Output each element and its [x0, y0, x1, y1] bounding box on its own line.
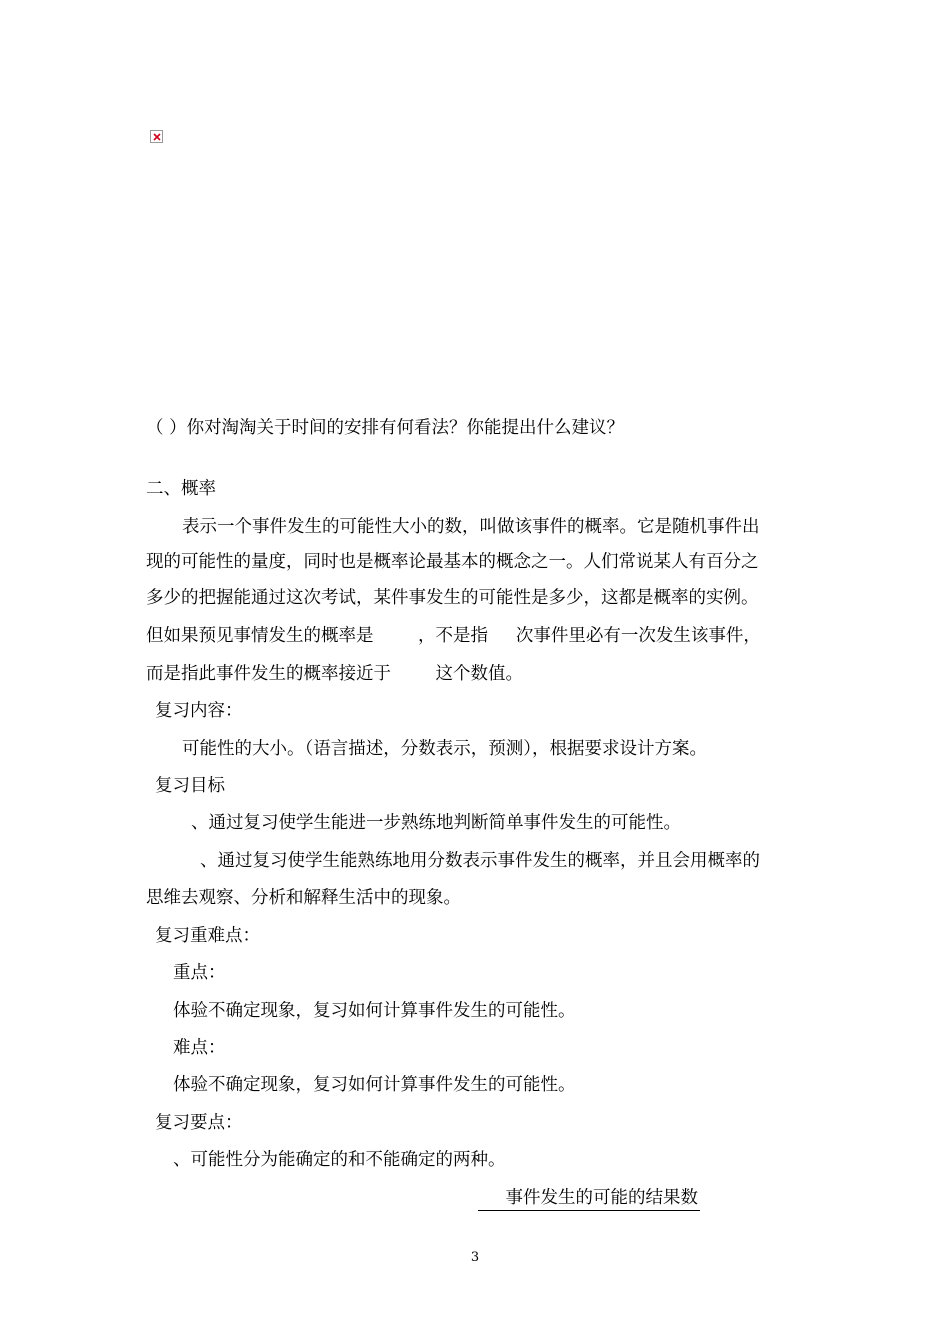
- difficulty-text: 体验不确定现象，复习如何计算事件发生的可能性。: [173, 1075, 576, 1095]
- key-points-heading: 复习重难点：: [155, 926, 260, 946]
- key-point-text: 体验不确定现象，复习如何计算事件发生的可能性。: [173, 1001, 576, 1021]
- question-line: （ ）你对淘淘关于时间的安排有何看法？你能提出什么建议？: [146, 418, 625, 438]
- difficulty-label: 难点：: [173, 1038, 226, 1058]
- paragraph-line: 多少的把握能通过这次考试，某件事发生的可能性是多少，这都是概率的实例。: [146, 588, 759, 608]
- section-title: 二、概率: [146, 479, 216, 499]
- fraction-numerator: 事件发生的可能的结果数: [478, 1186, 700, 1211]
- review-goal-item: 、通过复习使学生能熟练地用分数表示事件发生的概率，并且会用概率的: [200, 851, 760, 871]
- paragraph-line: 但如果预见事情发生的概率是 ，不是指 次事件里必有一次发生该事件，: [146, 626, 761, 646]
- paragraph-line: 表示一个事件发生的可能性大小的数，叫做该事件的概率。它是随机事件出: [182, 517, 760, 537]
- review-points-heading: 复习要点：: [155, 1113, 243, 1133]
- review-goal-item: 思维去观察、分析和解释生活中的现象。: [146, 888, 461, 908]
- page-number: 3: [470, 1250, 480, 1265]
- review-goals-heading: 复习目标: [155, 776, 225, 796]
- key-point-label: 重点：: [173, 963, 226, 983]
- broken-image-icon: [150, 130, 163, 143]
- paragraph-line: 而是指此事件发生的概率接近于 这个数值。: [146, 664, 524, 684]
- paragraph-line: 现的可能性的量度，同时也是概率论最基本的概念之一。人们常说某人有百分之: [146, 552, 759, 572]
- review-point-item: 、可能性分为能确定的和不能确定的两种。: [173, 1150, 506, 1170]
- review-content-heading: 复习内容：: [155, 701, 243, 721]
- review-content-text: 可能性的大小。（语言描述，分数表示，预测），根据要求设计方案。: [182, 739, 707, 759]
- review-goal-item: 、通过复习使学生能进一步熟练地判断简单事件发生的可能性。: [191, 813, 681, 833]
